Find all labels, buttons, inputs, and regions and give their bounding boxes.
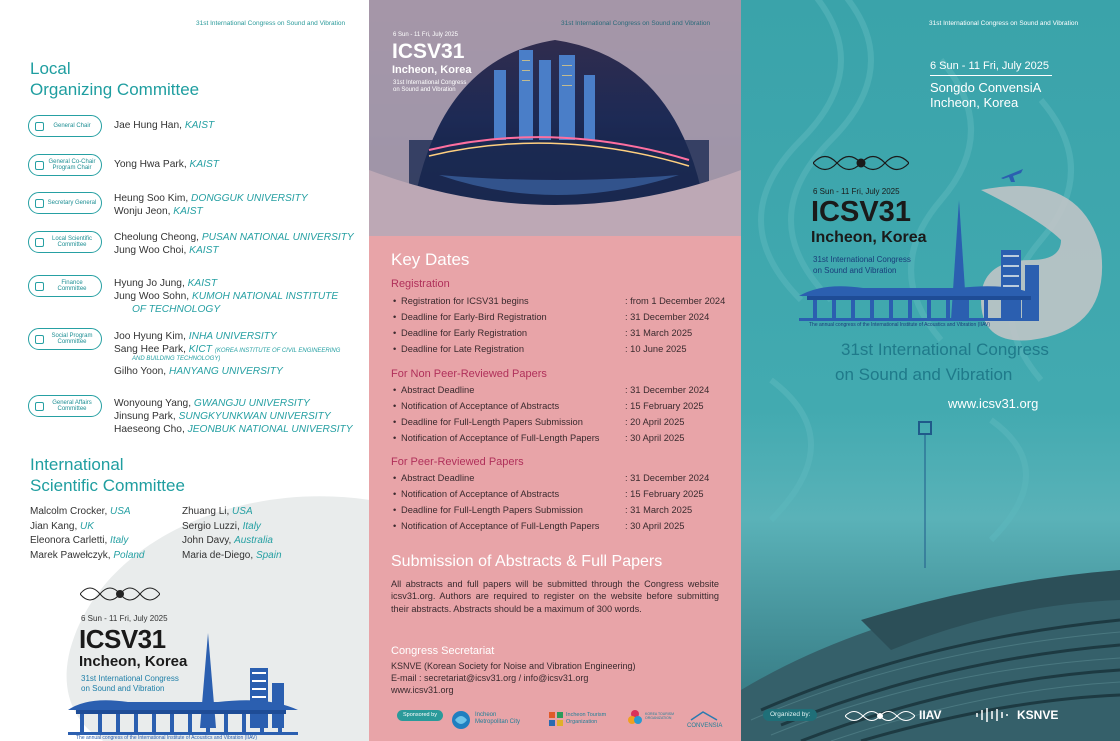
member-name: Hyung Jo Jung, — [114, 278, 185, 289]
role-label — [49, 280, 86, 293]
member-name: Joo Hyung Kim, — [114, 331, 186, 342]
tourism-org-icon — [549, 712, 563, 726]
committee-member — [114, 205, 203, 218]
secretariat-org: KSNVE (Korean Society for Noise and Vibration Engineering) — [391, 661, 636, 671]
member-affiliation: KUMOH NATIONAL INSTITUTE — [191, 291, 339, 302]
bullet-icon: • — [393, 401, 397, 411]
key-date-row — [393, 385, 733, 395]
key-date-value: : 30 April 2025 — [625, 433, 685, 443]
logo-date: 6 Sun - 11 Fri, July 2025 — [81, 614, 168, 623]
sound-wave-icon — [80, 582, 160, 606]
member-affiliation: KAIST — [189, 245, 219, 256]
logo-date: 6 Sun - 11 Fri, July 2025 — [813, 187, 900, 196]
role-label-line1: Social Program — [51, 332, 93, 339]
logo-tagline: The annual congress of the International Institute of Acoustics and Vibration (IIAV) — [76, 735, 258, 741]
logo-brand: ICSV31 — [79, 624, 166, 654]
committee-member — [114, 423, 353, 436]
committee-member — [114, 410, 331, 423]
sponsor-korea-tourism: KOREA TOURISM ORGANIZATION — [645, 712, 675, 721]
bullet-icon: • — [393, 417, 397, 427]
bullet-icon: • — [393, 489, 397, 499]
member-affiliation: SUNGKYUNKWAN UNIVERSITY — [178, 411, 331, 422]
isc-member-country: Australia — [234, 535, 273, 546]
isc-member-country: UK — [80, 520, 94, 532]
isc-member — [182, 534, 273, 547]
member-name: Sang Hee Park, — [114, 344, 186, 355]
member-name: Gilho Yoon, — [114, 366, 167, 377]
role-badge — [28, 275, 102, 297]
key-date-label: Abstract Deadline — [401, 473, 475, 483]
isc-member — [182, 549, 282, 562]
wave-logo-icon — [845, 707, 915, 725]
member-affiliation: OF TECHNOLOGY — [132, 304, 221, 315]
member-name: Cheolung Cheong, — [114, 232, 199, 243]
role-label-line1: Secretary General — [47, 199, 97, 206]
member-affiliation: KAIST — [187, 278, 218, 289]
venue-line1: Songdo ConvensiA — [930, 80, 1042, 95]
bullet-icon: • — [393, 385, 397, 395]
submission-title: Submission of Abstracts & Full Papers — [391, 553, 663, 570]
member-affiliation: KAIST — [184, 120, 215, 131]
committee-member — [114, 277, 217, 290]
key-date-label: Registration for ICSV31 begins — [401, 296, 529, 306]
logo-brand: ICSV31 — [811, 196, 911, 228]
sponsor2-line2: Organization — [566, 719, 598, 725]
role-label — [45, 123, 90, 130]
isc-member-country: Spain — [255, 549, 282, 561]
key-dates-title: Key Dates — [391, 250, 470, 269]
member-affiliation: KAIST — [189, 159, 219, 170]
bullet-icon: • — [393, 328, 397, 338]
photo-sub1: 31st International Congress — [393, 80, 467, 86]
key-date-row — [393, 473, 733, 483]
key-date-value: : from 1 December 2024 — [625, 296, 726, 306]
member-name: Haeseong Cho, — [114, 424, 185, 435]
role-icon — [35, 199, 44, 208]
bullet-icon: • — [393, 505, 397, 515]
ksnve-logo: KSNVE — [1017, 708, 1059, 722]
isc-member-country: Poland — [113, 549, 145, 561]
isc-member-name: John Davy, — [182, 535, 232, 546]
isc-member — [182, 505, 253, 518]
member-name: Yong Hwa Park, — [114, 159, 187, 170]
sponsor2-line1: Incheon Tourism — [566, 712, 607, 718]
member-name: Heung Soo Kim, — [114, 193, 189, 204]
isc-member-name: Sergio Luzzi, — [182, 520, 240, 532]
logo-sub2: on Sound and Vibration — [81, 684, 165, 693]
bullet-icon: • — [393, 473, 397, 483]
key-date-label: Notification of Acceptance of Full-Length Papers — [401, 521, 600, 531]
key-date-label: Notification of Acceptance of Full-Length Papers — [401, 433, 600, 443]
bullet-icon: • — [393, 521, 397, 531]
key-date-row — [393, 344, 733, 354]
key-date-value: : 30 April 2025 — [625, 521, 685, 531]
member-name: Jae Hung Han, — [114, 120, 182, 131]
sponsor-incheon-city — [475, 712, 520, 726]
member-name: Jung Woo Choi, — [114, 245, 187, 256]
ksnve-wave-icon — [973, 707, 1013, 723]
bullet-icon: • — [393, 312, 397, 322]
role-badge — [28, 395, 102, 417]
isc-title-line1: International — [30, 455, 124, 474]
role-badge — [28, 154, 102, 176]
peer-title: For Peer-Reviewed Papers — [391, 456, 524, 468]
key-date-label: Deadline for Early Registration — [401, 328, 528, 338]
key-date-row — [393, 296, 733, 306]
committee-member — [114, 397, 310, 410]
member-affiliation-detail: AND BUILDING TECHNOLOGY) — [132, 356, 221, 362]
key-date-row — [393, 521, 733, 531]
mid-header-tagline: 31st International Congress on Sound and Vibration — [561, 20, 711, 27]
convensia-icon — [689, 710, 719, 722]
logo-city: Incheon, Korea — [811, 229, 927, 246]
right-panel — [741, 0, 1120, 741]
key-date-label: Deadline for Late Registration — [401, 344, 524, 354]
sponsor1-line2: Metropolitan City — [475, 719, 521, 725]
logo-sub1: 31st International Congress — [81, 674, 179, 683]
congress-title-line2: on Sound and Vibration — [835, 365, 1013, 384]
photo-city: Incheon, Korea — [392, 64, 472, 76]
role-badge — [28, 115, 102, 137]
secretariat-email: E-mail : secretariat@icsv31.org / info@icsv31.org — [391, 673, 589, 683]
loc-title-line2: Organizing Committee — [30, 80, 200, 99]
committee-member — [114, 290, 338, 303]
member-name: Wonju Jeon, — [114, 206, 171, 217]
right-header-tagline: 31st International Congress on Sound and Vibration — [929, 20, 1079, 27]
palace-logo — [68, 696, 298, 738]
committee-member — [114, 244, 219, 257]
role-label — [40, 159, 95, 172]
role-icon — [35, 161, 44, 170]
key-date-label: Deadline for Full-Length Papers Submission — [401, 505, 583, 515]
role-badge — [28, 231, 102, 253]
isc-member-country: Italy — [110, 535, 129, 546]
key-date-row — [393, 312, 733, 322]
key-date-value: : 31 December 2024 — [625, 312, 710, 322]
key-date-value: : 20 April 2025 — [625, 417, 685, 427]
role-label-line2: Committee — [57, 242, 87, 248]
committee-member — [114, 330, 277, 343]
member-affiliation: JEONBUK NATIONAL UNIVERSITY — [187, 424, 353, 435]
logo-sub1: 31st International Congress — [813, 255, 911, 264]
committee-member — [114, 158, 219, 171]
non-peer-title: For Non Peer-Reviewed Papers — [391, 368, 547, 380]
role-icon — [35, 282, 44, 291]
header-tagline: 31st International Congress on Sound and Vibration — [196, 20, 346, 27]
incheon-city-icon — [451, 710, 471, 730]
website-link[interactable]: www.icsv31.org — [948, 396, 1039, 411]
key-date-value: : 15 February 2025 — [625, 401, 704, 411]
organized-by-label: Organized by: — [763, 709, 817, 721]
role-label-line1: General Affairs — [52, 399, 92, 406]
isc-member — [30, 520, 94, 533]
key-date-row — [393, 505, 733, 515]
member-name: Jinsung Park, — [114, 411, 176, 422]
member-name: Jung Woo Sohn, — [114, 291, 190, 302]
key-date-row — [393, 417, 733, 427]
isc-title-line2: Scientific Committee — [30, 476, 185, 495]
secretariat-title: Congress Secretariat — [391, 645, 495, 657]
event-date: 6 Sun - 11 Fri, July 2025 — [930, 60, 1050, 72]
key-date-value: : 15 February 2025 — [625, 489, 704, 499]
member-affiliation: INHA UNIVERSITY — [188, 331, 277, 342]
role-label — [44, 400, 92, 413]
key-date-label: Deadline for Early-Bird Registration — [401, 312, 547, 322]
role-badge — [28, 192, 102, 214]
member-affiliation: DONGGUK UNIVERSITY — [191, 193, 308, 204]
photo-sub2: on Sound and Vibration — [393, 87, 456, 93]
bullet-icon: • — [393, 344, 397, 354]
key-date-value: : 31 December 2024 — [625, 385, 710, 395]
middle-panel — [369, 0, 741, 741]
key-date-label: Abstract Deadline — [401, 385, 475, 395]
member-affiliation-detail: (KOREA INSTITUTE OF CIVIL ENGINEERING — [214, 348, 341, 354]
role-label-line1: General Chair — [53, 122, 91, 129]
isc-member-name: Jian Kang, — [30, 520, 78, 532]
key-date-row — [393, 328, 733, 338]
role-label — [43, 333, 92, 346]
isc-member-name: Zhuang Li, — [182, 506, 230, 517]
member-affiliation: KAIST — [173, 206, 203, 217]
venue-line2: Incheon, Korea — [930, 95, 1019, 110]
isc-member-country: USA — [110, 506, 131, 517]
role-badge — [28, 328, 102, 350]
role-icon — [35, 335, 44, 344]
registration-title: Registration — [391, 278, 450, 290]
committee-member — [132, 354, 220, 363]
isc-member-name: Marek Pawełczyk, — [30, 549, 111, 561]
committee-member — [114, 365, 283, 378]
congress-title-line1: 31st International Congress — [841, 340, 1049, 359]
key-date-row — [393, 489, 733, 499]
role-label-line1: General Co-Chair — [48, 158, 96, 165]
sponsored-by-label: Sponsored by — [397, 710, 443, 721]
isc-member — [182, 520, 261, 533]
role-icon — [35, 402, 44, 411]
committee-member — [132, 303, 220, 316]
isc-member — [30, 549, 145, 562]
photo-date: 6 Sun - 11 Fri, July 2025 — [393, 32, 458, 38]
bullet-icon: • — [393, 296, 397, 306]
photo-brand: ICSV31 — [392, 40, 465, 63]
key-date-value: : 31 March 2025 — [625, 505, 693, 515]
logo-tagline: The annual congress of the International Institute of Acoustics and Vibration (IIAV) — [809, 322, 991, 328]
isc-member-name: Malcolm Crocker, — [30, 506, 108, 517]
member-affiliation: GWANGJU UNIVERSITY — [193, 398, 310, 409]
member-affiliation: HANYANG UNIVERSITY — [168, 366, 283, 377]
role-label — [44, 236, 92, 249]
role-label-line2: Committee — [57, 406, 87, 412]
committee-member — [114, 119, 214, 132]
isc-member-country: USA — [232, 506, 253, 517]
isc-member-name: Maria de-Diego, — [182, 549, 254, 561]
korea-tourism-icon — [627, 709, 643, 725]
key-date-value: : 10 June 2025 — [625, 344, 687, 354]
role-label-line2: Committee — [57, 286, 87, 292]
palace-logo — [799, 282, 1039, 324]
role-label-line1: Finance — [61, 279, 83, 286]
key-date-label: Notification of Acceptance of Abstracts — [401, 489, 560, 499]
key-date-value: : 31 December 2024 — [625, 473, 710, 483]
knot-ornament-icon — [913, 418, 937, 568]
role-label-line2: Program Chair — [52, 165, 92, 171]
sponsor1-line1: Incheon — [475, 712, 497, 718]
key-date-label: Notification of Acceptance of Abstracts — [401, 401, 560, 411]
member-affiliation: KICT — [188, 344, 212, 355]
sponsor-tourism-org — [566, 712, 606, 726]
key-date-row — [393, 401, 733, 411]
secretariat-web: www.icsv31.org — [391, 685, 454, 695]
role-label-line2: Committee — [57, 339, 87, 345]
isc-member — [30, 534, 128, 547]
sound-wave-icon — [813, 150, 909, 176]
committee-member — [114, 231, 354, 244]
logo-city: Incheon, Korea — [79, 653, 188, 670]
role-label-line1: Local Scientific — [51, 235, 93, 242]
airplane-icon — [999, 166, 1025, 184]
logo-sub2: on Sound and Vibration — [813, 266, 897, 275]
key-date-label: Deadline for Full-Length Papers Submission — [401, 417, 583, 427]
role-icon — [35, 122, 44, 131]
iiav-logo: IIAV — [919, 708, 942, 722]
loc-title-line1: Local — [30, 59, 71, 78]
isc-member-country: Italy — [242, 520, 261, 532]
member-name: Wonyoung Yang, — [114, 398, 192, 409]
key-date-row — [393, 433, 733, 443]
isc-member-name: Eleonora Carletti, — [30, 535, 108, 546]
left-panel — [0, 0, 369, 741]
member-affiliation: PUSAN NATIONAL UNIVERSITY — [201, 232, 354, 243]
role-label — [40, 200, 97, 207]
isc-member — [30, 505, 131, 518]
submission-text: All abstracts and full papers will be submitted through the Congress website icsv31.org. Authors are required to register on the website before submitting their abstracts. Abstracts should be a maximum of 300 words. — [391, 579, 719, 614]
date-divider — [930, 75, 1052, 76]
bullet-icon: • — [393, 433, 397, 443]
sponsor-convensia: CONVENSIA — [687, 723, 723, 729]
committee-member — [114, 192, 308, 205]
role-icon — [35, 238, 44, 247]
key-date-value: : 31 March 2025 — [625, 328, 693, 338]
